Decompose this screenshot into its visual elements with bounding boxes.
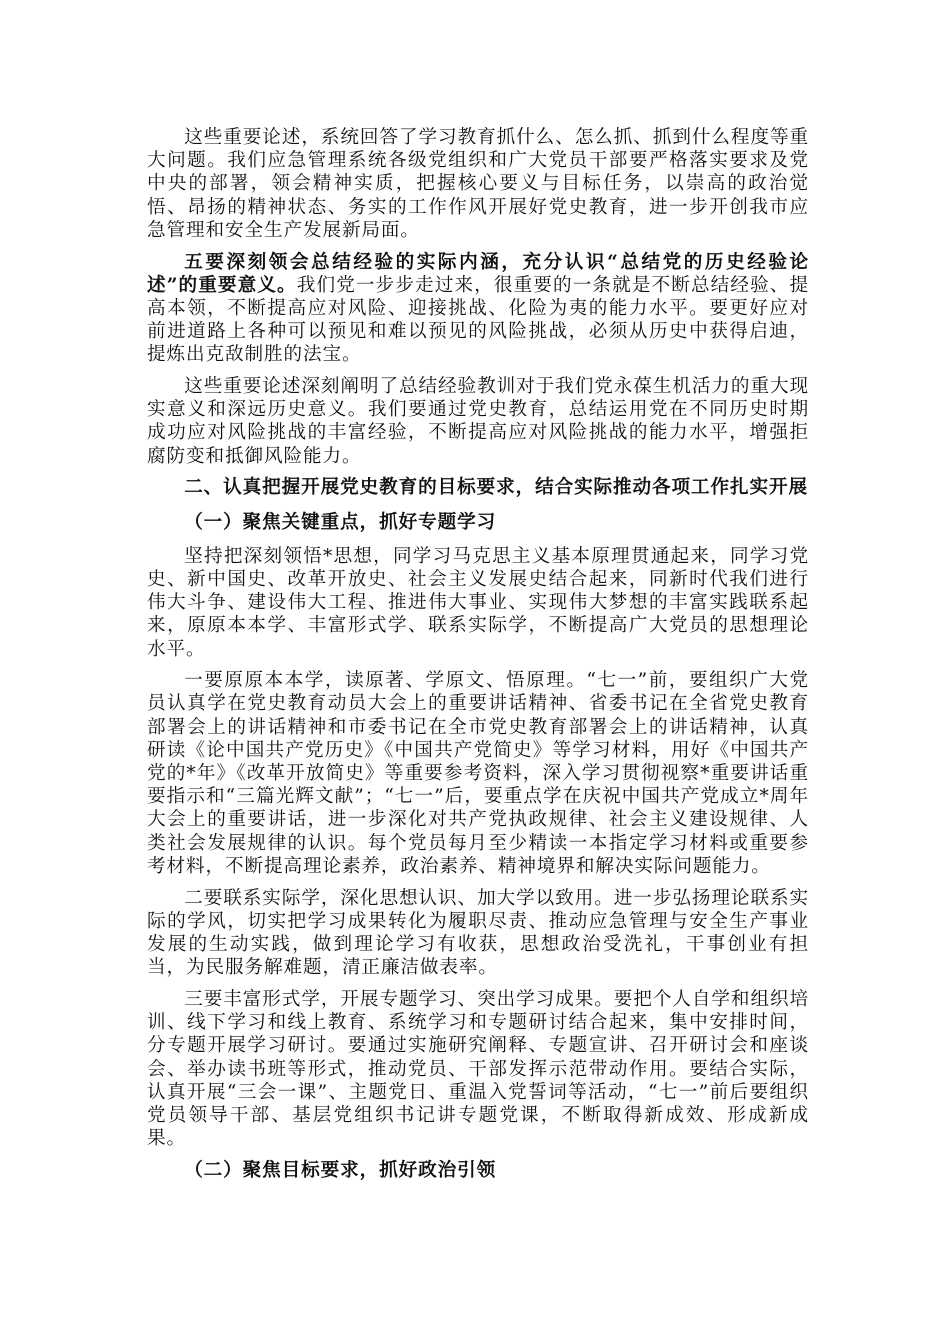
paragraph: 坚持把深刻领悟*思想，同学习马克思主义基本原理贯通起来，同学习党史、新中国史、改革开放史、社会主义发展史结合起来，同新时代我们进行伟大斗争、建设伟大工程、推进伟大事业、实现伟大梦想的丰富实践联系起来，原原本本学、丰富形式学、联系实际学，不断提高广大党员的思想理论水平。: [147, 545, 809, 660]
paragraph-lead-bold: [147, 251, 809, 367]
paragraph: 这些重要论述深刻阐明了总结经验教训对于我们党永葆生机活力的重大现实意义和深远历史意义。我们要通过党史教育，总结运用党在不同历史时期成功应对风险挑战的丰富经验，不断提高应对风险挑战的能力水平，增强拒腐防变和抵御风险能力。: [147, 376, 809, 467]
paragraph-lead: 五要深刻领会总结经验的实际内涵，充分认识“总结党的历史经验论述”的重要意义。: [147, 251, 809, 296]
subsection-heading: （一）聚焦关键重点，抓好专题学习: [184, 511, 497, 533]
paragraph: 这些重要论述，系统回答了学习教育抓什么、怎么抓、抓到什么程度等重大问题。我们应急管理系统各级党组织和广大党员干部要严格落实要求及党中央的部署，领会精神实质，把握核心要义与目标任务，以崇高的政治觉悟、昂扬的精神状态、务实的工作作风开展好党史教育，进一步开创我市应急管理和安全生产发展新局面。: [147, 127, 809, 241]
section-heading: 二、认真把握开展党史教育的目标要求，结合实际推动各项工作扎实开展: [184, 477, 808, 499]
document-body: [147, 126, 809, 1193]
subsection-heading: （二）聚焦目标要求，抓好政治引领: [184, 1159, 497, 1181]
paragraph: 一要原原本本学，读原著、学原文、悟原理。“七一”前，要组织广大党员认真学在党史教育动员大会上的重要讲话精神、省委书记在全省党史教育部署会上的讲话精神和市委书记在全市党史教育部署会上的讲话精神，认真研读《论中国共产党历史》《中国共产党简史》等学习材料，用好《中国共产党的*年》《改革开放简史》等重要参考资料，深入学习贯彻视察*重要讲话重要指示和“三篇光辉文献”；“七一”后，要重点学在庆祝中国共产党成立*周年大会上的重要讲话，进一步深化对共产党执政规律、社会主义建设规律、人类社会发展规律的认识。每个党员每月至少精读一本指定学习材料或重要参考材料，不断提高理论素养，政治素养、精神境界和解决实际问题能力。: [147, 670, 809, 877]
paragraph: 二要联系实际学，深化思想认识、加大学以致用。进一步弘扬理论联系实际的学风，切实把学习成果转化为履职尽责、推动应急管理与安全生产事业发展的生动实践，做到理论学习有收获，思想政治受洗礼，干事创业有担当，为民服务解难题，清正廉洁做表率。: [147, 887, 809, 979]
paragraph-text: 我们党一步步走过来，很重要的一条就是不断总结经验、提高本领，不断提高应对风险、迎接挑战、化险为夷的能力水平。要更好应对前进道路上各种可以预见和难以预见的风险挑战，必须从历史中获得启迪，提炼出克敌制胜的法宝。: [147, 274, 809, 366]
paragraph: 三要丰富形式学，开展专题学习、突出学习成果。要把个人自学和组织培训、线下学习和线上教育、系统学习和专题研讨结合起来，集中安排时间，分专题开展学习研讨。要通过实施研究阐释、专题宣讲、召开研讨会和座谈会、举办读书班等形式，推动党员、干部发挥示范带动作用。要结合实际，认真开展“三会一课”、主题党日、重温入党誓词等活动，“七一”前后要组织党员领导干部、基层党组织书记讲专题党课，不断取得新成效、形成新成果。: [147, 988, 809, 1150]
